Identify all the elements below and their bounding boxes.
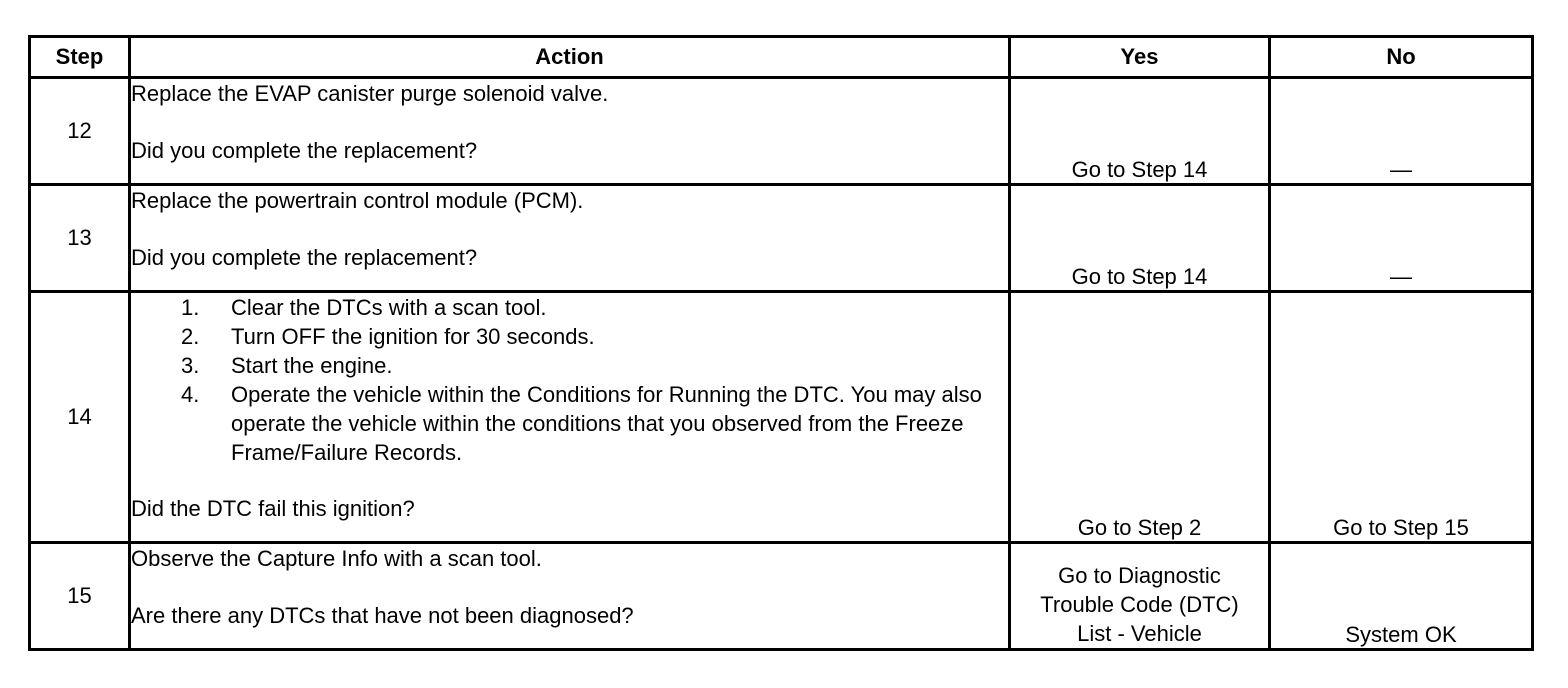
yes-line: Go to Diagnostic [1058,563,1221,588]
header-yes: Yes [1010,37,1270,78]
list-item [181,380,1008,467]
no-result: — [1270,78,1533,185]
list-item-number: 2. [181,324,200,349]
table-row [30,78,1533,185]
no-result: Go to Step 15 [1270,292,1533,543]
list-item-number: 4. [181,382,200,407]
action-question: Did you complete the replacement? [131,245,478,270]
list-item-text: Turn OFF the ignition for 30 seconds. [231,324,595,349]
table-row [30,292,1533,543]
action-question: Did the DTC fail this ignition? [131,496,415,521]
yes-result [1010,543,1270,650]
step-number: 14 [30,292,130,543]
action-question: Did you complete the replacement? [131,138,478,163]
action-text: Replace the powertrain control module (PCM). [131,188,584,213]
list-item-number: 3. [181,353,200,378]
list-item-text: Clear the DTCs with a scan tool. [231,295,547,320]
list-item [181,293,1008,322]
table-row [30,185,1533,292]
header-step: Step [30,37,130,78]
header-no: No [1270,37,1533,78]
yes-result: Go to Step 2 [1010,292,1270,543]
no-result: — [1270,185,1533,292]
list-item-text: Start the engine. [231,353,393,378]
action-text: Observe the Capture Info with a scan tool. [131,546,542,571]
table-row [30,543,1533,650]
action-cell [130,78,1010,185]
no-result: System OK [1270,543,1533,650]
header-row [30,37,1533,78]
header-action: Action [130,37,1010,78]
yes-result: Go to Step 14 [1010,78,1270,185]
action-text: Replace the EVAP canister purge solenoid valve. [131,81,609,106]
list-item [181,351,1008,380]
action-cell [130,292,1010,543]
action-cell [130,543,1010,650]
step-number: 15 [30,543,130,650]
list-item-text: Operate the vehicle within the Conditions for Running the DTC. You may also operate the vehicle within the conditions that you observed from the Freeze Frame/Failure Records. [231,382,982,465]
action-question: Are there any DTCs that have not been diagnosed? [131,603,634,628]
action-cell [130,185,1010,292]
yes-line: List - Vehicle [1077,621,1202,646]
step-number: 13 [30,185,130,292]
yes-line: Trouble Code (DTC) [1040,592,1239,617]
list-item-number: 1. [181,295,200,320]
diagnostic-table [28,35,1534,651]
yes-result: Go to Step 14 [1010,185,1270,292]
procedure-list [181,293,1008,467]
step-number: 12 [30,78,130,185]
list-item [181,322,1008,351]
